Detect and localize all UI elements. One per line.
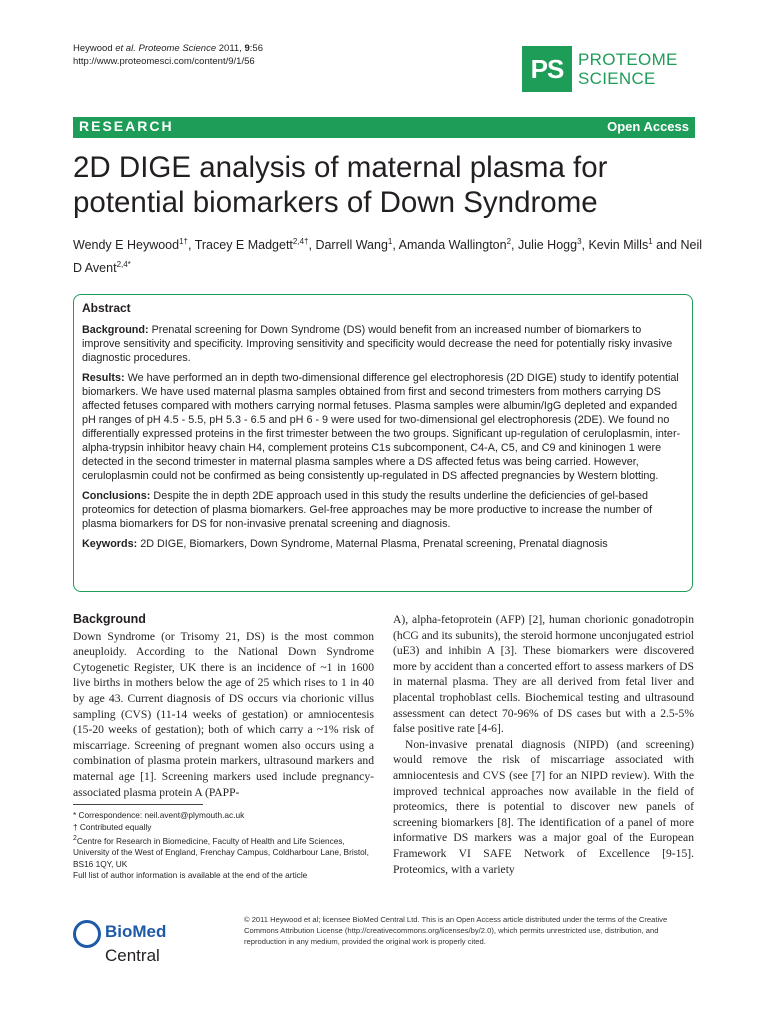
author-affiliation-sup: 3 xyxy=(577,237,582,246)
abstract-keywords-label: Keywords: xyxy=(82,538,138,550)
equal-contribution-note: † Contributed equally xyxy=(73,821,152,832)
footnote-divider xyxy=(73,804,203,805)
abstract-conclusions xyxy=(82,489,682,531)
bmc-wordmark xyxy=(105,920,223,968)
affiliation-sup: 2 xyxy=(73,835,77,842)
author-name: Darrell Wang xyxy=(315,238,388,253)
abstract-background xyxy=(82,323,682,365)
abstract-keywords xyxy=(82,537,682,551)
logo-wordmark xyxy=(578,50,678,88)
citation-block xyxy=(73,42,263,68)
article-title: 2D DIGE analysis of maternal plasma for potential biomarkers of Down Syndrome xyxy=(73,151,608,219)
citation-journal: Proteome Science xyxy=(138,43,217,54)
affiliation-note xyxy=(73,833,374,870)
section-heading-background: Background xyxy=(73,612,146,626)
logo-line-1: PROTEOME xyxy=(578,50,678,69)
author-name: Tracey E Madgett xyxy=(194,238,293,253)
body-column-right xyxy=(393,612,694,877)
proteome-science-logo xyxy=(522,46,712,96)
author-separator: and xyxy=(652,238,681,253)
body-paragraph: Non-invasive prenatal diagnosis (NIPD) (and screening) would remove the risk of miscarriage associated with amniocentesis and CVS (see [7] for an NIPD review). With the improved technical approaches now available in the field of proteomics, there is potential to discover new panels of screening biomarkers [8]. The identification of a panel of more informative DS markers was a major goal of the European Framework VI SAFE Network of Excellence [9-15]. Proteomics, with a variety xyxy=(393,737,694,876)
citation-volume: 9 xyxy=(244,43,250,54)
abstract-results-label: Results: xyxy=(82,372,125,384)
full-list-note: Full list of author information is available at the end of the article xyxy=(73,870,308,881)
author-list xyxy=(73,232,703,278)
license-statement: © 2011 Heywood et al; licensee BioMed Central Ltd. This is an Open Access article distributed under the terms of the Creative Commons Attribution License (http://creativecommons.org/licenses/by/2.0), which permits unrestricted use, distribution, and reproduction in any medium, provided the original work is properly cited. xyxy=(244,915,668,946)
abstract-background-label: Background: xyxy=(82,324,149,336)
author-separator: , xyxy=(392,238,399,253)
abstract-heading: Abstract xyxy=(82,301,131,315)
author-affiliation-sup: 2 xyxy=(506,237,512,246)
author-name: Julie Hogg xyxy=(517,238,578,253)
abstract-results xyxy=(82,371,682,483)
affiliation-text: Centre for Research in Biomedicine, Faculty of Health and Life Sciences, University of the West of England, Frenchay Campus, Coldharbour Lane, Bristol, BS16 1QY, UK xyxy=(73,835,369,869)
citation-line xyxy=(73,42,263,55)
open-access-label: Open Access xyxy=(607,119,689,134)
author-affiliation-sup: 1 xyxy=(648,237,653,246)
bmc-circle-icon xyxy=(73,920,101,948)
bmc-bio: BioMed xyxy=(105,922,167,941)
author-affiliation-sup: 2,4* xyxy=(116,260,131,270)
abstract-keywords-text: 2D DIGE, Biomarkers, Down Syndrome, Maternal Plasma, Prenatal screening, Prenatal diagnosis xyxy=(137,538,608,550)
footnotes xyxy=(73,810,374,882)
body-column-left xyxy=(73,612,374,800)
bmc-central: Central xyxy=(105,946,160,965)
citation-authors: Heywood xyxy=(73,43,113,54)
correspondence-note[interactable]: * Correspondence: neil.avent@plymouth.ac.uk xyxy=(73,810,245,820)
article-type-banner xyxy=(73,117,695,138)
abstract-conclusions-text: Despite the in depth 2DE approach used in this study the results underline the deficiencies of gel-based proteomics for detection of plasma biomarkers. Gel-free approaches may be more productive to increase the number of plasma biomarkers for DS for non-invasive prenatal screening and diagnosis. xyxy=(82,490,653,530)
citation-page: :56 xyxy=(249,43,263,54)
author-separator: , xyxy=(308,238,316,253)
abstract-conclusions-label: Conclusions: xyxy=(82,490,151,502)
body-paragraph: Down Syndrome (or Trisomy 21, DS) is the most common aneuploidy. According to the National Down Syndrome Cytogenetic Register, UK there is an incidence of ~1 in 1600 live births in mothers below the age of 25 which rises to 1 in 40 by age 43. Current diagnosis of DS occurs via chorionic villus sampling (CVS) (11-14 weeks of gestation) or amniocentesis (15-20 weeks of gestation); both of which carry a ~1% risk of miscarriage. Screening of pregnant women also occurs using a combination of plasma protein markers, ultrasound markers and maternal age [1]. Screening markers used include pregnancy-associated plasma protein A (PAPP- xyxy=(73,629,374,799)
author-separator: , xyxy=(187,238,195,253)
citation-etal: et al. xyxy=(115,43,136,54)
body-paragraph: A), alpha-fetoprotein (AFP) [2], human chorionic gonadotropin (hCG and its subunits), the steroid hormone unconjugated estriol (uE3) and inhibin A [3]. These biomarkers were discovered more by accident than a concerted effort to assess markers of DS in maternal plasma. They are all derived from fetal liver and placental trophoblast cells. Biochemical testing and ultrasound assessment can detect 70-96% of DS cases but with a 2.5-5% false positive rate [4-6]. xyxy=(393,613,694,736)
author-separator: , xyxy=(511,238,518,253)
author-affiliation-sup: 1 xyxy=(387,237,393,246)
abstract-background-text: Prenatal screening for Down Syndrome (DS) would benefit from an increased number of biomarkers to improve sensitivity and specificity. Improving sensitivity and specificity would decrease the need for potentially risky invasive diagnostic procedures. xyxy=(82,324,673,364)
author-separator: , xyxy=(581,238,589,253)
article-type-label: RESEARCH xyxy=(79,118,174,134)
author-name: Kevin Mills xyxy=(588,238,649,253)
author-name: Neil D Avent xyxy=(73,238,703,276)
author-name: Wendy E Heywood xyxy=(73,238,180,253)
author-affiliation-sup: 2,4† xyxy=(292,237,309,246)
logo-mark: PS xyxy=(522,46,572,92)
author-affiliation-sup: 1† xyxy=(179,237,188,246)
logo-line-2: SCIENCE xyxy=(578,69,656,88)
abstract-box xyxy=(73,294,693,592)
citation-year: 2011, xyxy=(218,43,242,54)
article-url-link[interactable]: http://www.proteomesci.com/content/9/1/56 xyxy=(73,56,255,67)
abstract-results-text: We have performed an in depth two-dimensional difference gel electrophoresis (2D DIGE) study to identify potential biomarkers. We have used maternal plasma samples obtained from first and second trimesters from mothers carrying DS affected fetuses compared with mothers carrying normal fetuses. Plasma samples were albumin/IgG depleted and expanded pH ranges of pH 4.5 - 5.5, pH 5.3 - 6.5 and pH 6 - 9 were used for two-dimensional gel electrophoresis (2DE). We found no differentially expressed proteins in the first trimester between the two groups. Significant up-regulation of ceruloplasmin, inter-alpha-trypsin inhibitor heavy chain H4, complement proteins C1s subcomponent, C4-A, C5, and C9 and kininogen 1 were detected in the second trimester in maternal plasma samples where a DS affected fetus was being carried. However, ceruloplasmin could not be confirmed as being consistently up-regulated in DS affected pregnancies by Western blotting. xyxy=(82,372,681,482)
author-name: Amanda Wallington xyxy=(398,238,507,253)
biomed-central-logo xyxy=(73,914,223,965)
